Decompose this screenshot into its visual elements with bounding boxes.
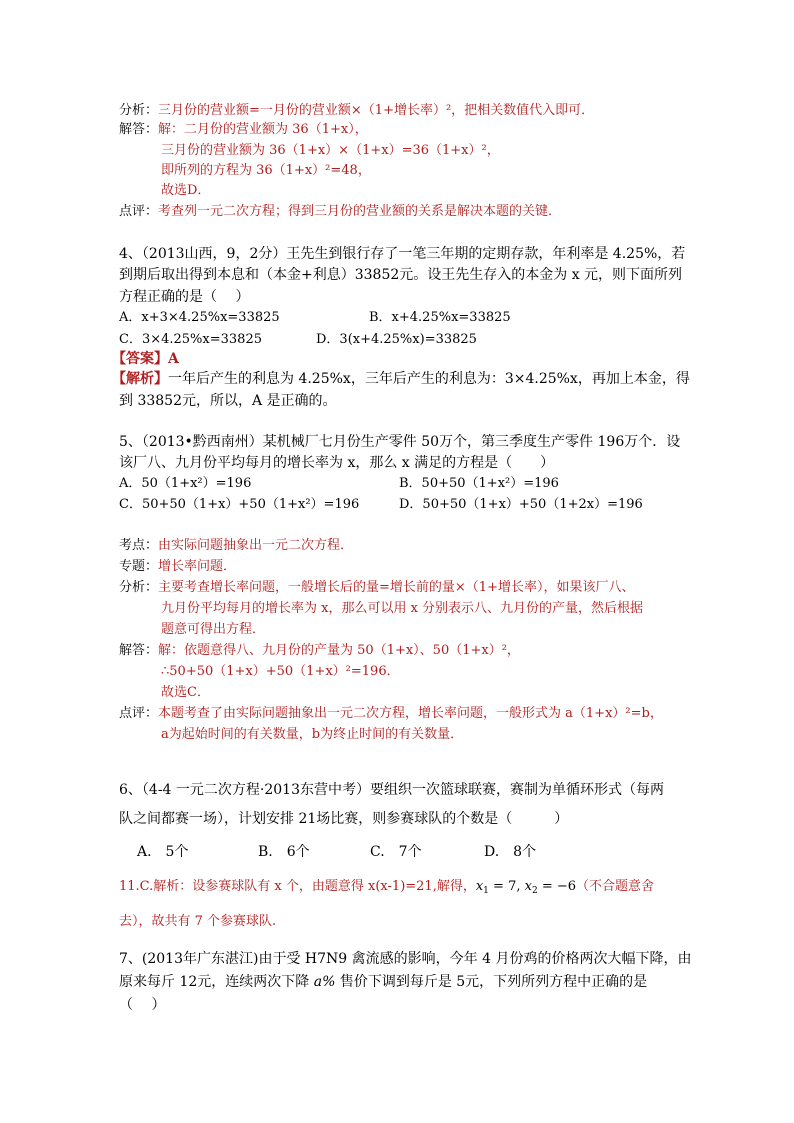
question-6-line: 队之间都赛一场），计划安排 21场比赛，则参赛球队的个数是（ ）	[119, 811, 569, 827]
option-c: C. 7个	[370, 844, 422, 860]
question-4-line: 4、（2013山西，9，2分）王先生到银行存了一笔三年期的定期存款，年利率是 4.25%，若	[119, 246, 686, 262]
option-a: A．50（1+x²）=196	[119, 476, 252, 491]
solution-step: 即所列的方程为 36（1+x）²=48，	[161, 163, 371, 178]
option-d: D．50+50（1+x）+50（1+2x）=196	[399, 497, 643, 512]
solution-line: 解答：解：二月份的营业额为 36（1+x），	[119, 122, 368, 137]
question-7-line: 原来每斤 12元，连续两次下降 a% 售价下调到每斤是 5元，下列所列方程中正确的是	[119, 974, 648, 990]
option-a: A. 5个	[137, 844, 189, 860]
analysis-line: 分析：三月份的营业额=一月份的营业额×（1+增长率）²，把相关数值代入即可．	[119, 103, 595, 118]
comment-line: a为起始时间的有关数量，b为终止时间的有关数量．	[161, 727, 464, 742]
key-point-line: 考点：由实际问题抽象出一元二次方程．	[119, 538, 354, 553]
option-b: B．x+4.25%x=33825	[369, 310, 511, 325]
solution-step: 故选C．	[161, 685, 210, 700]
question-6-line: 6、（4-4 一元二次方程·2013东营中考）要组织一次篮球联赛，赛制为单循环形式（每两	[119, 782, 664, 798]
option-d: D. 8个	[484, 844, 537, 860]
question-5-line: 该厂八、九月份平均每月的增长率为 x，那么 x 满足的方程是（ ）	[119, 455, 555, 471]
option-b: B．50+50（1+x²）=196	[399, 476, 559, 491]
comment-line: 点评：考查列一元二次方程；得到三月份的营业额的关系是解决本题的关键．	[119, 204, 562, 219]
explanation-line: 【解析】一年后产生的利息为 4.25%x，三年后产生的利息为：3×4.25%x，再加上本金，得	[112, 371, 690, 387]
option-a: A．x+3×4.25%x=33825	[119, 310, 280, 325]
solution-step: 故选D．	[161, 183, 211, 198]
analysis-line: 分析：主要考查增长率问题，一般增长后的量=增长前的量×（1+增长率），如果该厂八、	[119, 580, 635, 595]
explanation-line: 到 33852元，所以，A 是正确的。	[119, 393, 337, 409]
topic-line: 专题：增长率问题．	[119, 559, 237, 574]
option-c: C．3×4.25%x=33825	[119, 332, 262, 347]
question-4-line: 方程正确的是（ ）	[119, 289, 250, 305]
option-d: D．3(x+4.25%x)=33825	[316, 332, 477, 347]
solution-line: 去），故共有 7 个参赛球队.	[119, 914, 277, 929]
question-4-line: 到期后取出得到本息和（本金+利息）33852元。设王先生存入的本金为 x 元，则下面所列	[119, 267, 683, 283]
answer-line: 【答案】A	[112, 351, 179, 367]
solution-line: 11.C.解析：设参赛球队有 x 个，由题意得 x(x-1)=21,解得，$x_1 = 7$, $x_2 = -6$（不合题意舍	[119, 879, 655, 896]
question-7-line: 7、(2013年广东湛江)由于受 H7N9 禽流感的影响，今年 4 月份鸡的价格两次大幅下降，由	[119, 951, 692, 967]
solution-step: 三月份的营业额为 36（1+x）×（1+x）=36（1+x）²，	[161, 143, 500, 158]
comment-line: 点评：本题考查了由实际问题抽象出一元二次方程，增长率问题，一般形式为 a（1+x）²=b，	[119, 706, 663, 721]
option-c: C．50+50（1+x）+50（1+x²）=196	[119, 497, 360, 512]
option-b: B. 6个	[258, 844, 310, 860]
solution-line: 解答：解：依题意得八、九月份的产量为 50（1+x）、50（1+x）²，	[119, 643, 520, 658]
analysis-line: 九月份平均每月的增长率为 x，那么可以用 x 分别表示八、九月份的产量，然后根据	[161, 601, 644, 616]
question-5-line: 5、（2013•黔西南州）某机械厂七月份生产零件 50万个，第三季度生产零件 196万个．设	[119, 434, 681, 450]
question-7-line: （ ）	[119, 997, 166, 1013]
analysis-line: 题意可得出方程．	[161, 622, 266, 637]
solution-step: ∴50+50（1+x）+50（1+x）²=196．	[161, 664, 400, 679]
